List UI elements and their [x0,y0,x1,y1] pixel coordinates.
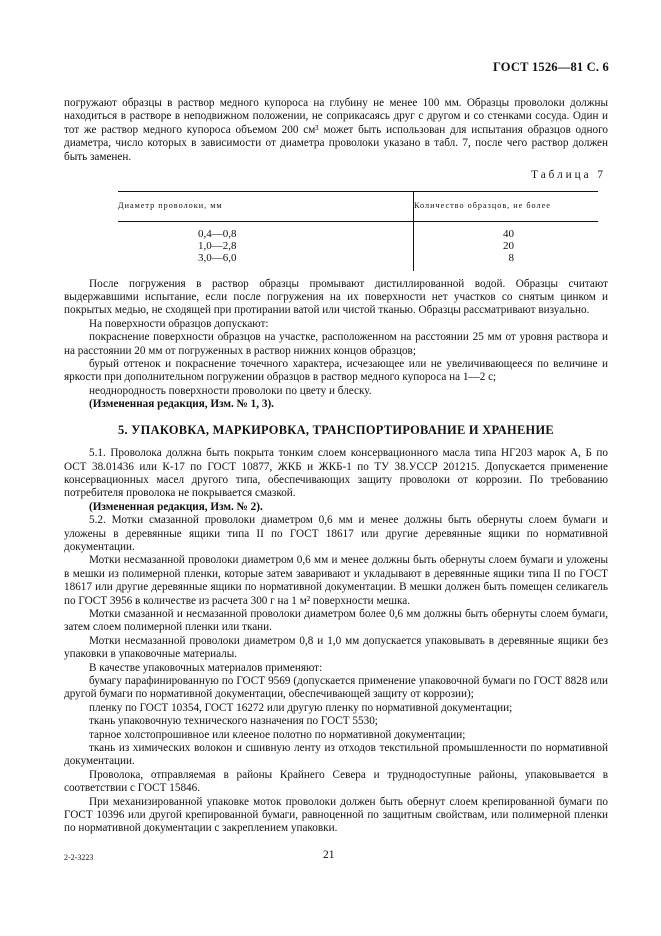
table-cell-diameter: 0,4—0,8 [198,228,237,241]
clause-5-2-mechanized: При механизированной упаковке моток проволоки должен быть обернут слоем крепированной бумаги по ГОСТ 10396 или другой крепированной бумаги, равноценной по защитным свойствам, или полимерной пленки по нормативной документации с закреплением упаковки. [64,795,608,835]
table-header-count: Количество образцов, не более [414,192,599,222]
paragraph-allowed-nonuniformity: неоднородность поверхности проволоки по цвету и блеску. [89,384,372,397]
samples-table [118,191,598,270]
clause-5-2-large-diameter: Мотки смазанной и несмазанной проволоки диаметром более 0,6 мм должны быть обернуты слоем бумаги, затем слоем полимерной пленки или ткани. [64,607,608,634]
table-header-diameter: Диаметр проволоки, мм [118,192,414,222]
materials-intro: В качестве упаковочных материалов применяют: [89,661,323,674]
material-item: ткань упаковочную технического назначения по ГОСТ 5530; [89,715,378,728]
paragraph-after-immersion: После погружения в раствор образцы промывают дистиллированной водой. Образцы считают выдержавшими испытание, если после погружения на их поверхности нет участков со снятым цинком и покрытых медью, не сходящей при протирании ватой или чистой тканью. Образцы рассматривают визуально. [64,277,608,317]
clause-5-2-unlubricated: Мотки несмазанной проволоки диаметром 0,6 мм и менее должны быть обернуты слоем бумаги и уложены в мешки из полимерной пленки, которые затем заваривают и укладывают в деревянные ящики типа II по ГОСТ 18617 или другие деревянные ящики по нормативной документации. В мешки должен быть помещен селикагель по ГОСТ 3956 в количестве из расчета 300 г на 1 м² поверхности мешка. [64,554,608,607]
page-content [64,97,608,836]
table-header-row [118,192,598,222]
material-item: ткань из химических волокон и сшивную ленту из отходов текстильной промышленности по нормативной документации. [64,742,608,768]
table-cell-count-value: 40 [503,228,514,241]
revision-note: (Измененная редакция, Изм. № 1, 3). [89,398,274,411]
table-cell-count [414,253,599,271]
table-cell-diameter: 3,0—6,0 [198,251,237,264]
print-mark: 2-2-3223 [64,853,94,862]
clause-5-2-no-wrapping: Мотки несмазанной проволоки диаметром 0,8 и 1,0 мм допускается упаковывать в деревянные ящики без упаковки в упаковочные материалы. [64,634,608,661]
table-row [118,253,598,271]
clause-5-1: 5.1. Проволока должна быть покрыта тонким слоем консервационного масла типа НГ203 марок А, Б по ОСТ 38.01436 или К-17 по ГОСТ 10877, ЖКБ и ЖКБ-1 по ТУ 38.УССР 201215. Допускается применение консервационных масел другого типа, обеспечивающих защиту проволоки от коррозии. По требованию потребителя проволока не покрывается смазкой. [64,447,608,500]
paragraph-allowed-intro: На поверхности образцов допускают: [89,317,269,330]
table-cell-count [414,222,599,241]
paragraph-allowed-reddening: покраснение поверхности образцов на участке, расположенном на расстоянии 25 мм от уровня раствора и на расстоянии 20 мм от погруженных в раствор нижних концов образцов; [64,331,608,357]
table-caption: Таблица 7 [531,169,606,182]
page-header: ГОСТ 1526—81 С. 6 [492,60,609,74]
table-cell-count [414,241,599,253]
table-row [118,222,598,241]
table-cell-count-value: 20 [503,240,514,253]
paragraph-allowed-brown-tint: бурый оттенок и покраснение точечного характера, исчезающее или не увеличивающееся по величине и яркости при дополнительном погружении образцов в раствор медного купороса на 1—2 с; [64,358,608,384]
clause-5-2: 5.2. Мотки смазанной проволоки диаметром 0,6 мм и менее должны быть обернуты слоем бумаги и уложены в деревянные ящики типа II по ГОСТ 18617 или другие деревянные ящики по нормативной документации. [64,514,608,553]
material-item: бумагу парафинированную по ГОСТ 9569 (допускается применение упаковочной бумаги по ГОСТ 8828 или другой бумаги по нормативной документации, обеспечивающей защиту от коррозии); [64,675,608,701]
table-row [118,241,598,253]
page-number: 21 [323,849,335,861]
table-cell-diameter: 1,0—2,8 [198,240,237,253]
revision-note: (Измененная редакция, Изм. № 2). [89,500,263,513]
intro-paragraph: погружают образцы в раствор медного купороса на глубину не менее 100 мм. Образцы проволоки должны находиться в растворе в неподвижном положении, не соприкасаясь друг с другом и со стенками сосуда. Один и тот же раствор медного купороса объемом 200 см³ может быть использован для испытания образцов одного диаметра, число которых в зависимости от диаметра проволоки указано в табл. 7, после чего раствор должен быть заменен. [64,97,608,163]
table-cell-count-value: 8 [508,251,514,264]
material-item: тарное холстопрошивное или клееное полотно по нормативной документации; [89,728,466,741]
section-title: 5. УПАКОВКА, МАРКИРОВКА, ТРАНСПОРТИРОВАНИЕ И ХРАНЕНИЕ [118,422,554,437]
clause-5-2-far-north: Проволока, отправляемая в районы Крайнего Севера и труднодоступные районы, упаковывается в соответствии с ГОСТ 15846. [64,768,608,795]
material-item: пленку по ГОСТ 10354, ГОСТ 16272 или другую пленку по нормативной документации; [89,701,513,714]
